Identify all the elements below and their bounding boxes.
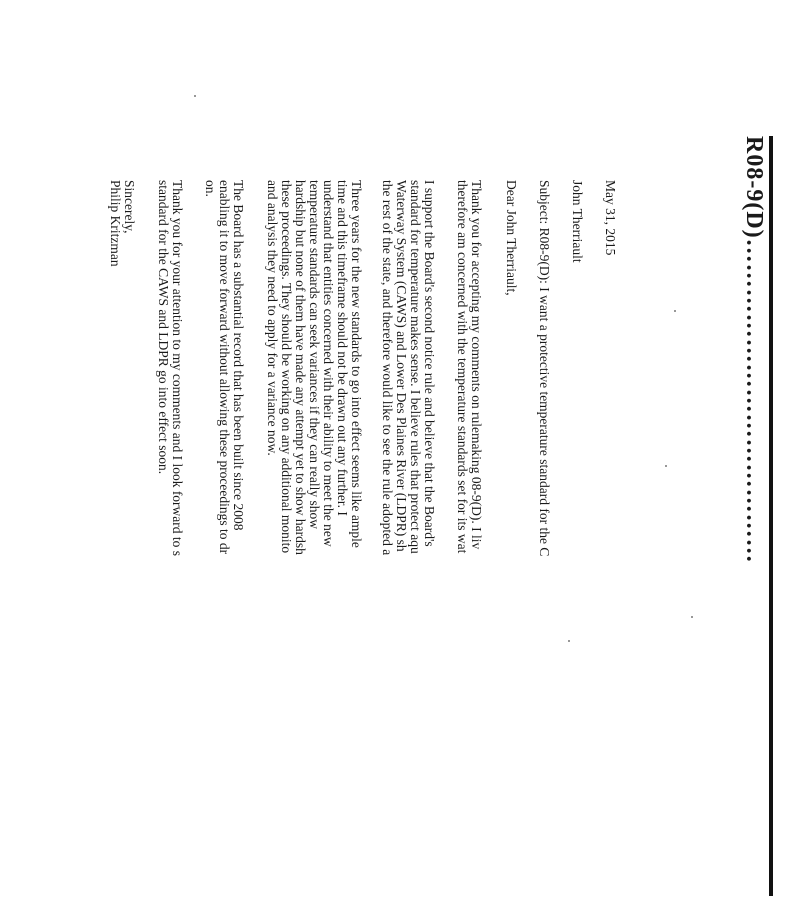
- scan-speck: [568, 640, 570, 642]
- letter-date: May 31, 2015: [603, 180, 618, 256]
- scan-speck: [665, 465, 667, 467]
- letter-salutation: Dear John Therriault,: [504, 180, 519, 296]
- paragraph-1-line: therefore am concerned with the temperature standards set for its wat: [455, 180, 470, 554]
- paragraph-2-line: Waterway System (CAWS) and Lower Des Plaines River (LDPR) sh: [394, 180, 409, 552]
- letter-closing: Sincerely,: [122, 180, 137, 234]
- paragraph-5-line: standard for the CAWS and LDPR go into effect soon.: [156, 180, 171, 475]
- paragraph-3-line: time and this timeframe should not be drawn out any further. I: [335, 180, 350, 516]
- docket-heading: R08-9(D)…………………………………: [741, 136, 767, 564]
- paragraph-3-line: these proceedings. They should be working on any additional monito: [279, 180, 294, 554]
- letter-recipient: John Therriault: [570, 180, 585, 263]
- paragraph-4-line: on.: [203, 180, 218, 197]
- paragraph-4-line: The Board has a substantial record that has been built since 2008: [231, 180, 246, 531]
- scan-speck: [674, 310, 676, 312]
- letter-signature: Philip Kritzman: [108, 180, 123, 267]
- paragraph-2-line: the rest of the state, and therefore would like to see the rule adopted a: [380, 180, 395, 556]
- letter-subject: Subject: R08-9(D): I want a protective temperature standard for the C: [537, 180, 552, 557]
- paragraph-3-line: temperature standards can seek variances if they can really show: [307, 180, 322, 529]
- paragraph-3-line: hardship but none of them have made any attempt yet to show hardsh: [293, 180, 308, 555]
- paragraph-3-line: and analysis they need to apply for a variance now.: [265, 180, 280, 456]
- paragraph-1-line: Thank you for accepting my comments on rulemaking 08-9(D). I liv: [469, 180, 484, 550]
- paragraph-3-line: Three years for the new standards to go into effect seems like ample: [349, 180, 364, 548]
- paragraph-5-line: Thank you for your attention to my comments and I look forward to s: [170, 180, 185, 557]
- paragraph-2-line: standard for temperature makes sense. I believe rules that protect aqu: [408, 180, 423, 554]
- scan-speck: [194, 95, 196, 97]
- paragraph-4-line: enabling it to move forward without allowing these proceedings to dr: [217, 180, 232, 555]
- docket-heading-rule: [725, 136, 773, 896]
- paragraph-3-line: understand that entities concerned with their ability to meet the new: [321, 180, 336, 547]
- paragraph-2-line: I support the Board's second notice rule and believe that the Board's: [422, 180, 437, 547]
